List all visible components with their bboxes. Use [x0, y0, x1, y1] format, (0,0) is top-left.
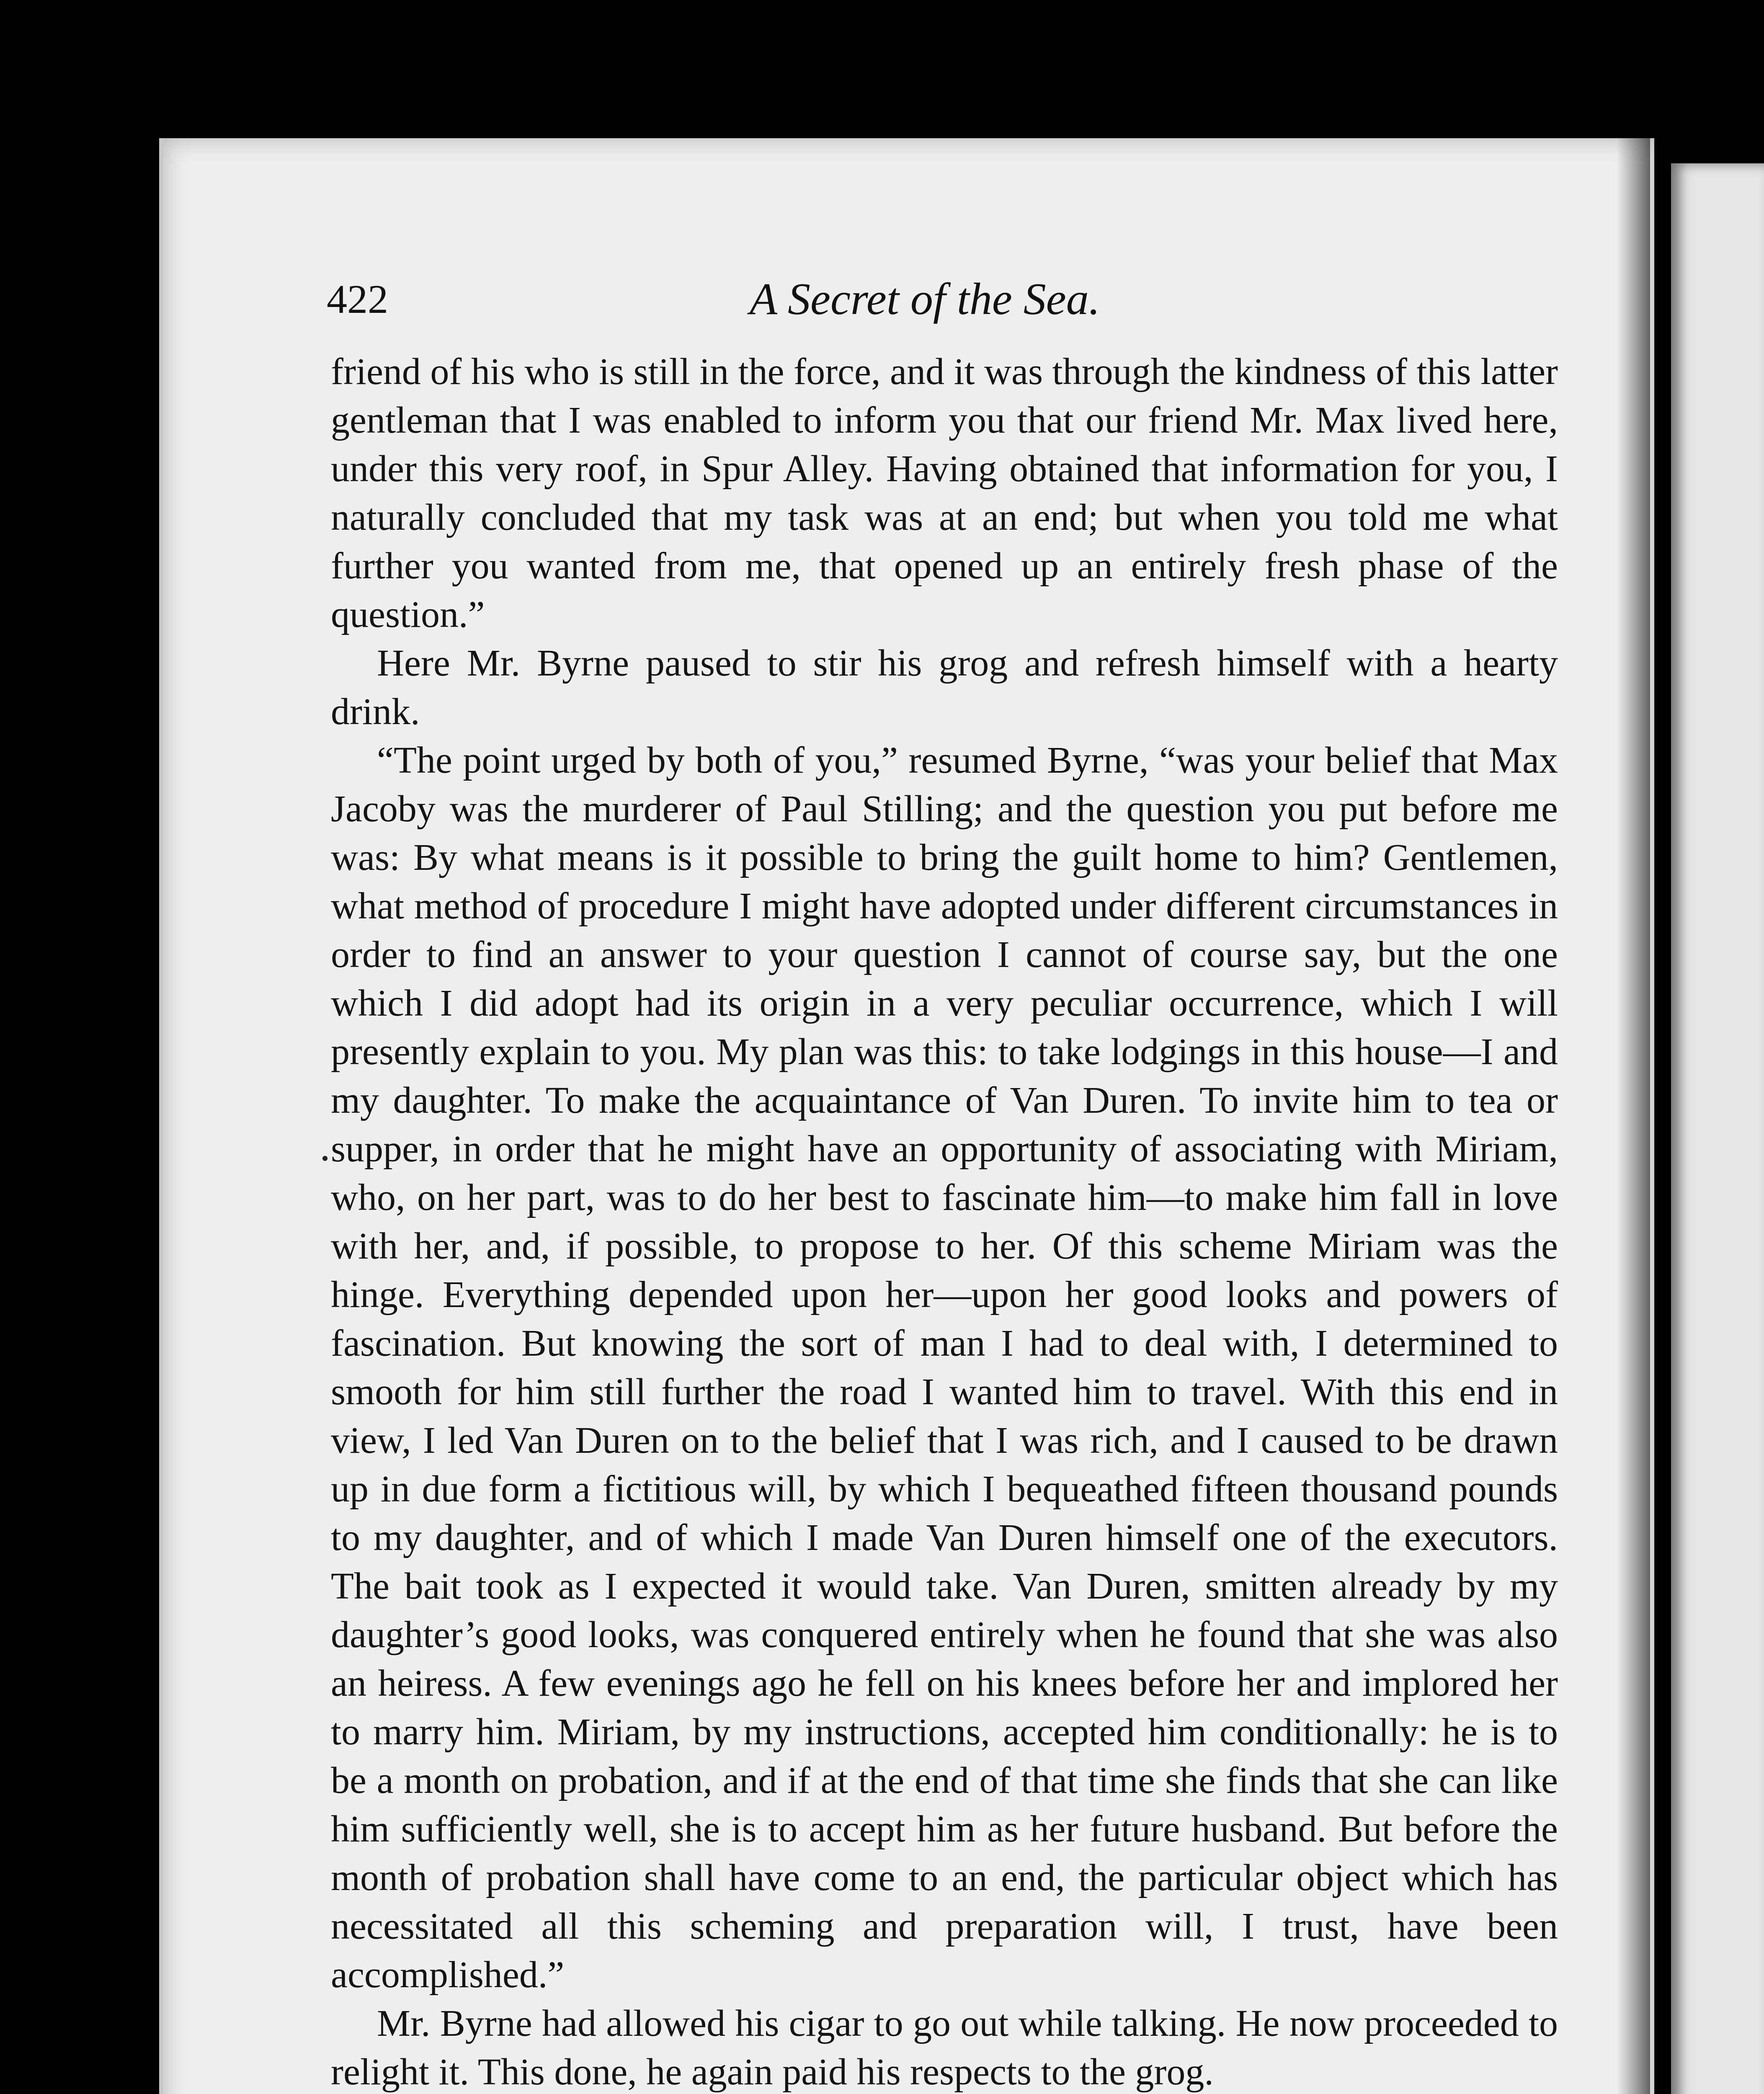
paragraph-3: “The point urged by both of you,” resumed Byrne, “was your belief that Max Jacoby was the murderer of Paul Stilling; and the question you put before me was: By what means is it possible to bring the guilt home to him? Gentlemen, what method of procedure I might have adopted under different circumstances in order to find an answer to your question I cannot of course say, but the one which I did adopt had its origin in a very peculiar occurrence, which I will presently explain to you. My plan was this: to take lodgings in this house—I and my daughter. To make the acquaintance of Van Duren. To invite him to tea or supper, in order that he might have an opportunity of associating with Miriam, who, on her part, was to do her best to fascinate him—to make him fall in love with her, and, if possible, to propose to her. Of this scheme Miriam was the hinge. Everything depended upon her—upon her good looks and powers of fascination. But knowing the sort of man I had to deal with, I determined to smooth for him still further the road I wanted him to travel. With this end in view, I led Van Duren on to the belief that I was rich, and I caused to be drawn up in due form a fictitious will, by which I bequeathed fifteen thousand pounds to my daughter, and of which I made Van Duren himself one of the executors. The bait took as I expected it would take. Van Duren, smitten already by my daughter’s good looks, was conquered entirely when he found that she was also an heiress. A few evenings ago he fell on his knees before her and implored her to marry him. Miriam, by my instructions, accepted him conditionally: he is to be a month on probation, and if at the end of that time she finds that she can like him sufficiently well, she is to accept him as her future husband. But before the month of probation shall have come to an end, the particular object which has necessitated all this scheming and preparation will, I trust, have been accomplished.” [331, 740, 1558, 1996]
print-speck [322, 1156, 328, 1161]
paragraph-1: friend of his who is still in the force, and it was through the kindness of this latter gentleman that I was enabled to inform you that our friend Mr. Max lived here, under this very roof, in Spur Alley. Having obtained that information for you, I naturally concluded that my task was at an end; but when you told me what further you wanted from me, that opened up an entirely fresh phase of the question.” [331, 351, 1558, 635]
paragraph-2: Here Mr. Byrne paused to stir his grog and refresh himself with a hearty drink. [331, 642, 1558, 732]
paragraph-4: Mr. Byrne had allowed his cigar to go out while talking. He now proceeded to relight it. This done, he again paid his respects to the grog. [331, 2003, 1558, 2093]
running-title: A Secret of the Sea. [750, 274, 1100, 324]
facing-page-edge [1671, 163, 1764, 2094]
page-body [331, 348, 1558, 2094]
page-gutter-shadow [1617, 138, 1650, 2094]
page-header [327, 276, 1575, 322]
page-number: 422 [327, 277, 388, 322]
